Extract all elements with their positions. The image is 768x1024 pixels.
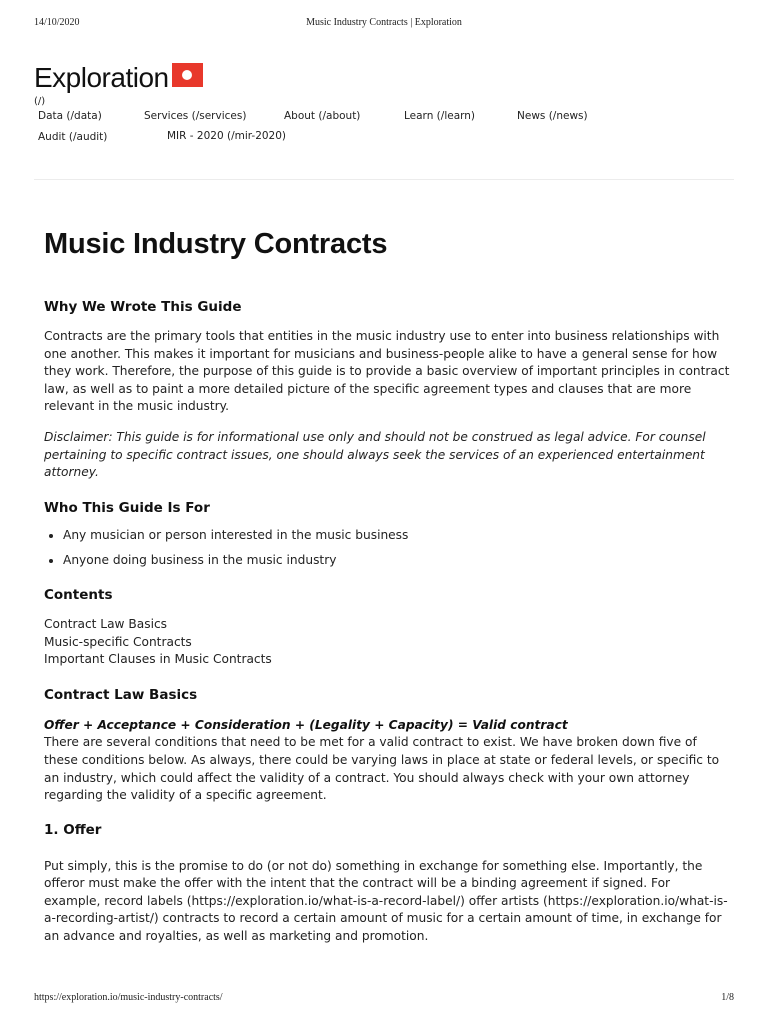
list-item: • Any musician or person interested in the music business bbox=[63, 527, 730, 545]
nav-item-services[interactable]: Services (/services) bbox=[144, 110, 247, 122]
nav-item-mir-2020[interactable]: MIR - 2020 (/mir-2020) bbox=[167, 130, 287, 142]
why-paragraph: Contracts are the primary tools that entities in the music industry use to enter into business relationships with one another. This makes it important for musicians and business-people alike to have a general sense for how they work. Therefore, the purpose of this guide is to provide a basic overview of important principles in contract law, as well as to paint a more detailed picture of the specific agreement types and clauses that are more relevant in the music industry. bbox=[44, 329, 730, 414]
contract-formula: Offer + Acceptance + Consideration + (Legality + Capacity) = Valid contract bbox=[44, 717, 568, 732]
nav-item-audit[interactable]: Audit (/audit) bbox=[38, 131, 108, 143]
home-link[interactable]: (/) bbox=[34, 96, 46, 107]
nav-item-about[interactable]: About (/about) bbox=[284, 110, 361, 122]
site-logo[interactable] bbox=[34, 62, 203, 94]
nav-item-learn[interactable]: Learn (/learn) bbox=[404, 110, 476, 122]
page-title: Music Industry Contracts bbox=[44, 228, 388, 260]
header-divider bbox=[34, 179, 734, 180]
toc-item-contract-law-basics[interactable]: Contract Law Basics bbox=[44, 616, 168, 631]
logo-wordmark: Exploration bbox=[34, 62, 169, 93]
print-url: https://exploration.io/music-industry-contracts/ bbox=[34, 992, 223, 1003]
print-title: Music Industry Contracts | Exploration bbox=[306, 17, 462, 28]
article bbox=[44, 228, 730, 946]
why-heading: Why We Wrote This Guide bbox=[44, 299, 242, 315]
basics-heading: Contract Law Basics bbox=[44, 686, 198, 703]
logo-record-icon bbox=[172, 63, 203, 87]
toc-item-important-clauses[interactable]: Important Clauses in Music Contracts bbox=[44, 652, 272, 667]
who-list bbox=[44, 527, 730, 570]
nav-item-data[interactable]: Data (/data) bbox=[38, 110, 102, 122]
offer-heading: 1. Offer bbox=[44, 821, 102, 838]
basics-paragraph: There are several conditions that need to be met for a valid contract to exist. We have broken down five of these conditions below. As always, there could be varying laws in place at state or federal levels, or specific to an industry, which could affect the validity of a contract. You should always check with your own attorney regarding the validity of a specific agreement. bbox=[44, 735, 720, 803]
list-item: • Anyone doing business in the music industry bbox=[63, 552, 730, 570]
contents-heading: Contents bbox=[44, 586, 113, 603]
offer-paragraph: Put simply, this is the promise to do (or not do) something in exchange for something else. Importantly, the offeror must make the offer with the intent that the contract will be a binding agreement if signed. For example, record labels (https://exploration.io/what-is-a-record-label/) offer artists (https://exploration.io/what-is-a-recording-artist/) contracts to record a certain amount of music for a certain amount of time, in exchange for an advance and royalties, as well as marketing and promotion. bbox=[44, 858, 728, 944]
who-heading: Who This Guide Is For bbox=[44, 499, 210, 516]
nav-item-news[interactable]: News (/news) bbox=[517, 110, 588, 122]
contents-list bbox=[44, 616, 730, 669]
print-date: 14/10/2020 bbox=[34, 17, 80, 28]
disclaimer: Disclaimer: This guide is for informational use only and should not be construed as legal advice. For counsel pertaining to specific contract issues, one should always seek the services of an experienced entertainment attorney. bbox=[44, 429, 706, 480]
page-number: 1/8 bbox=[721, 992, 734, 1003]
toc-item-music-specific-contracts[interactable]: Music-specific Contracts bbox=[44, 634, 192, 649]
